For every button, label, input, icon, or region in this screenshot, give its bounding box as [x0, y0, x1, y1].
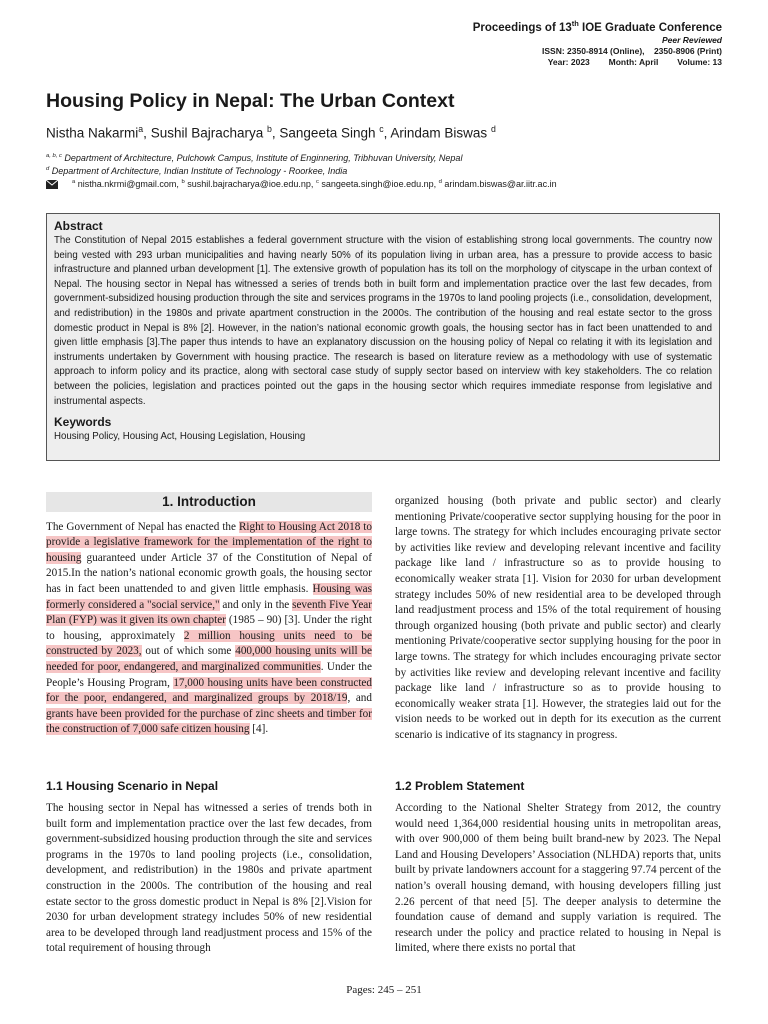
highlighted-text: grants have been provided for the purchase of zinc sheets and timber for the construction of 7,000 safe citizen housing — [46, 707, 372, 736]
author-list: Nistha Nakarmi$^a$, Sushil Bajracharya $^b$, Sangeeta Singh $^c$, Arindam Biswas $^d$ — [46, 124, 496, 141]
highlighted-text: 400,000 housing units will be needed for poor, endangered, and marginalized communities — [46, 645, 372, 673]
abstract-heading: Abstract — [54, 219, 103, 233]
subsection-heading-problem-statement: 1.2 Problem Statement — [395, 779, 525, 793]
abstract-box — [46, 213, 720, 461]
email-address[interactable]: $^c$ sangeeta.singh@ioe.edu.np, — [315, 179, 437, 189]
abstract-text: The Constitution of Nepal 2015 establishes a federal government structure with the vision of establishing strong local governments. The country now being vested with 293 urban municipalities and having nearly 50% of its population living in urban area, has a pressure to provide access to basic infrastructure and planned urban development [1]. The extensive growth of population has its toll on the morphology of cityscape in the urban context of Nepal. The housing sector in Nepal has witnessed a series of trends both in built form and implementation practice over the last few decades, from government-subsidized housing production through the site and services programs in the 1970s to land pooling projects (i.e., consolidation, development, and redistribution) in the 1980s and private apartment construction in the 2000s. The contribution of the housing and real estate sector to the gross domestic product in Nepal is 8% [2]. However, in the nation’s national economic growth goals, the housing sector has in fact been unattended to and given little emphasis [3].The paper thus intends to have an explanatory discussion on the housing policy of Nepal co relating it with its legislation and instruments undertaken by Government with housing practice. The research is based on literature review as a methodology with use of systematic approach to inform policy and its practice, along with sectoral case study of supply sector based on interview with key stakeholders. The co relation between the policies, legislation and practices pointed out the gaps in the housing sector which requires immediate response from legislative and instrumental aspects. — [54, 235, 712, 407]
email-address[interactable]: $^d$ arindam.biswas@ar.iitr.ac.in — [438, 179, 557, 189]
peer-reviewed-label: Peer Reviewed — [661, 34, 722, 45]
author-name: Nistha Nakarmi — [46, 125, 139, 141]
page-range-footer: Pages: 245 – 251 — [346, 984, 422, 996]
section-heading-introduction: 1. Introduction — [46, 492, 372, 512]
paper-title: Housing Policy in Nepal: The Urban Context — [46, 90, 455, 112]
highlighted-text: seventh Five Year Plan (FYP) was it given its own chapter — [46, 598, 372, 627]
body-paragraph: The housing sector in Nepal has witnessed a series of trends both in built form and implementation practice over the last few decades, from government-subsidized housing production through the site and services programs in the 1970s to land pooling projects (i.e., consolidation, development, and redistribution) in the 1980s and private apartment construction in the 2000s. The contribution of the housing and real estate sector to the gross domestic product in Nepal is 8% [2].Vision for 2030 for urban development strategy includes 50% of new residential area to be developed through land readjustment process and 15% of the total requirement of housing through — [46, 802, 372, 955]
body-paragraph: According to the National Shelter Strategy from 2012, the country would need 1,364,000 residential housing units in metropolitan areas, with over 900,000 of them being built brand-new by 2023. The Nepal Land and Housing Developers’ Association (NLHDA) reports that, units built by private landowners account for a staggering 97.74 percent of the nation’s overall housing demand, with housing developers filling just 2.26 percent of that need [5]. The deeper analysis to determine the foundation cause of demand and supply variation is required. The research under the policy and practice related to housing in Nepal is limited, where there exists no portal that — [395, 802, 721, 955]
conference-header — [473, 19, 722, 67]
affiliation: $^d$ Department of Architecture, Indian Institute of Technology - Roorkee, India — [46, 166, 348, 176]
highlighted-text: 2 million housing units need to be constructed by 2023, — [46, 629, 372, 658]
problem-statement-section — [395, 801, 721, 957]
author-name: Sushil Bajracharya — [150, 125, 267, 141]
introduction-section — [46, 492, 372, 738]
subsection-heading-housing-scenario: 1.1 Housing Scenario in Nepal — [46, 779, 219, 793]
year-month-volume-line: Year: 2023 Month: April Volume: 13 — [547, 56, 722, 67]
email-list — [46, 179, 557, 189]
keywords-text: Housing Policy, Housing Act, Housing Legislation, Housing — [54, 431, 306, 443]
author-name: Arindam Biswas — [390, 125, 491, 141]
introduction-paragraph: The Government of Nepal has enacted the Right to Housing Act 2018 to provide a legislative framework for the implementation of the right to housing guaranteed under Article 37 of the Constitution of Nepal of 2015.In the nation’s national economic growth goals, the housing sector has in fact been unattended to and given little emphasis. Housing was formerly considered a "social service," and only in the seventh Five Year Plan (FYP) was it given its own chapter (1985 – 90) [3]. Under the right to housing, approximately 2 million housing units need to be constructed by 2023, out of which some 400,000 housing units will be needed for poor, endangered, and marginalized communities. Under the People’s Housing Program, 17,000 housing units have been constructed for the poor, endangered, and marginalized groups by 2018/19, and grants have been provided for the purchase of zinc sheets and timber for the construction of 7,000 safe citizen housing [4]. — [46, 520, 372, 736]
highlighted-text: 17,000 housing units have been constructed for the poor, endangered, and marginalized groups by 2018/19 — [46, 676, 372, 705]
keywords-heading: Keywords — [54, 415, 112, 430]
highlighted-text: Right to Housing Act 2018 to provide a legislative framework for the implementation of the right to housing — [46, 520, 372, 564]
issn-line: ISSN: 2350-8914 (Online), 2350-8906 (Print) — [542, 45, 722, 56]
proceedings-title: Proceedings of 13th IOE Graduate Conference — [472, 19, 722, 34]
affiliation: $^{a, b, c}$ Department of Architecture, Pulchowk Campus, Institute of Enginnering, Tribhuvan University, Nepal — [46, 153, 463, 163]
email-address[interactable]: $^b$ sushil.bajracharya@ioe.edu.np, — [181, 179, 314, 189]
housing-scenario-section — [46, 801, 372, 957]
email-address[interactable]: $^a$ nistha.nkrmi@gmail.com, — [72, 179, 179, 189]
author-name: Sangeeta Singh — [279, 125, 380, 141]
highlighted-text: Housing was formerly considered a "social service," — [46, 582, 372, 611]
introduction-continued — [395, 494, 721, 744]
body-paragraph: organized housing (both private and public sector) and clearly mentioning Private/cooperative sector supplying housing for the poor in large towns. The strategy for which includes encouraging private sector by activities like review and developing relevant incentive and facility package like land / infrastructure so as to provide housing to economically weaker strata [1]. Vision for 2030 for urban development strategy includes 50% of new residential area to be developed through land readjustment process and 15% of the total requirement of housing through organized housing (both private and public sector) and clearly mentioning Private/cooperative sector supplying housing for the poor in large towns. The strategy for which includes encouraging private sector by activities like review and developing relevant incentive and facility package like land / infrastructure so as to provide housing to economically weaker strata [1]. However, the strategies laid out for the vision needs to be worked out in depth for its execution as the current scenario is indicative of its stagnancy in progress. — [395, 495, 721, 741]
envelope-icon — [46, 180, 58, 189]
